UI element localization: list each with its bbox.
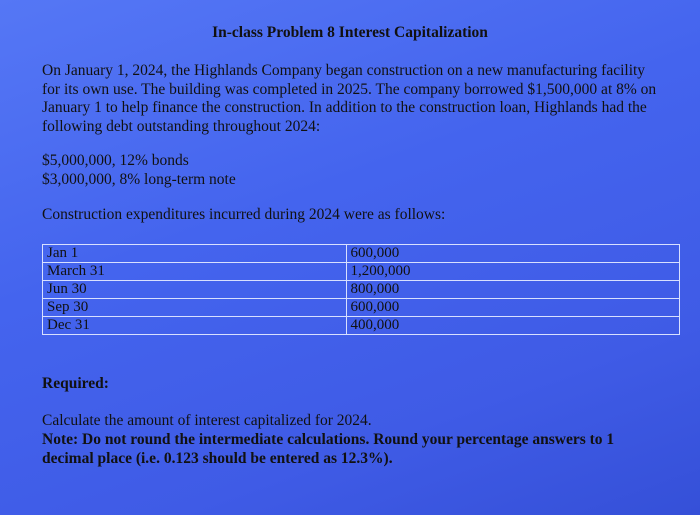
expenditure-amount: 600,000 xyxy=(346,299,679,317)
expenditures-intro: Construction expenditures incurred during 2024 were as follows: xyxy=(42,206,446,223)
expenditure-date: Sep 30 xyxy=(43,299,347,317)
required-heading: Required: xyxy=(42,375,109,392)
table-row xyxy=(43,245,680,263)
expenditure-amount: 400,000 xyxy=(346,317,679,335)
expenditure-amount: 800,000 xyxy=(346,281,679,299)
debt-item-note: $3,000,000, 8% long-term note xyxy=(42,170,236,188)
expenditure-date: Jun 30 xyxy=(43,281,347,299)
problem-title: In-class Problem 8 Interest Capitalization xyxy=(212,24,488,41)
required-instruction: Calculate the amount of interest capitalized for 2024. xyxy=(42,412,372,429)
expenditure-amount: 1,200,000 xyxy=(346,263,679,281)
expenditure-date: Dec 31 xyxy=(43,317,347,335)
problem-description: On January 1, 2024, the Highlands Company began construction on a new manufacturing facility for its own use. The building was completed in 2025. The company borrowed $1,500,000 at 8% on January 1 to help finance the construction. In addition to the construction loan, Highlands had the following debt outstanding throughout 2024: xyxy=(42,62,657,135)
expenditures-table xyxy=(42,244,680,335)
table-row xyxy=(43,263,680,281)
debt-item-bonds: $5,000,000, 12% bonds xyxy=(42,152,189,169)
table-row xyxy=(43,281,680,299)
rounding-note: Note: Do not round the intermediate calculations. Round your percentage answers to 1 decimal place (i.e. 0.123 should be entered as 12.3%). xyxy=(42,431,615,467)
table-row xyxy=(43,317,680,335)
expenditure-date: Jan 1 xyxy=(43,245,347,263)
expenditure-date: March 31 xyxy=(43,263,347,281)
debt-list xyxy=(42,152,236,189)
expenditure-amount: 600,000 xyxy=(346,245,679,263)
table-row xyxy=(43,299,680,317)
